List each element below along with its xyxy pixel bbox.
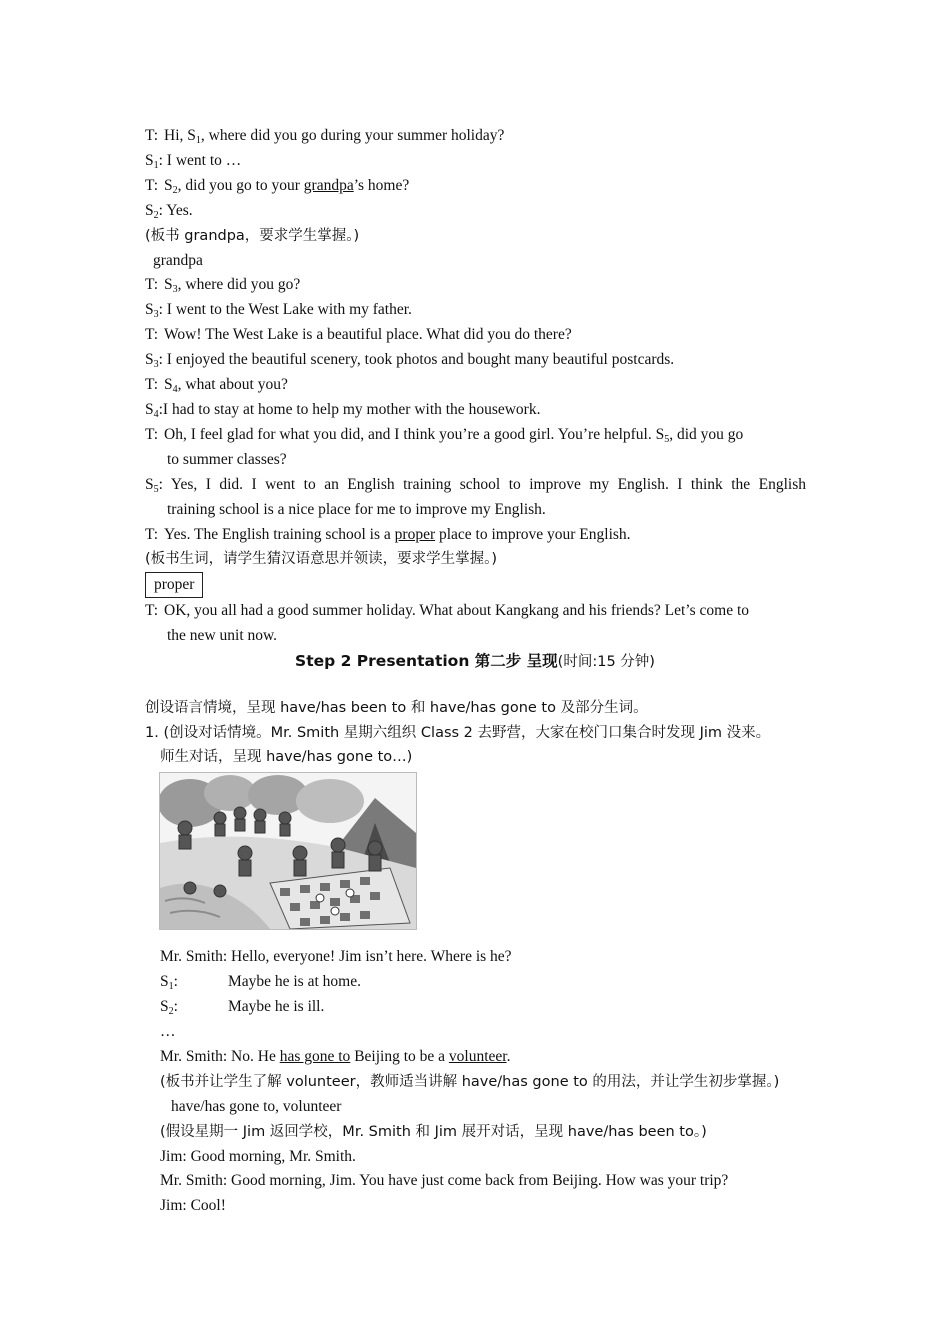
dialogue-line: T: OK, you all had a good summer holiday. What about Kangkang and his friends? Let’s come to bbox=[145, 602, 750, 619]
dialogue-line: T: Hi, $S_1$, where did you go during your summer holiday? bbox=[145, 127, 505, 146]
underlined-word: volunteer bbox=[448, 1048, 507, 1065]
dialogue-line: Jim: Cool! bbox=[160, 1197, 226, 1214]
dialogue-line: $S_4:I$ had to stay at home to help my mother with the housework. bbox=[145, 401, 541, 420]
dialogue-line: $S_5$: Yes, I did. I went to an English training school to improve my English. I think the English bbox=[145, 476, 806, 495]
picnic-scene-image bbox=[160, 773, 416, 929]
item-1: 1. (创设对话情境。Mr. Smith 星期六组织 Class 2 去野营，大家在校门口集合时发现 Jim 没来。 bbox=[145, 725, 771, 741]
item-1-continuation: 师生对话，呈现 have/has gone to…) bbox=[160, 749, 413, 765]
dialogue-line: $S_1$: I went to … bbox=[145, 152, 242, 171]
dialogue-line: T: $S_3$, where did you go? bbox=[145, 276, 301, 295]
dialogue-line: T: Wow! The West Lake is a beautiful place. What did you do there? bbox=[145, 326, 572, 343]
dialogue-line: $S_2$: Yes. bbox=[145, 202, 193, 221]
board-words: have/has gone to, volunteer bbox=[171, 1098, 342, 1115]
underlined-word: grandpa bbox=[303, 177, 354, 194]
ellipsis: … bbox=[160, 1023, 176, 1040]
dialogue-line: Mr. Smith: Good morning, Jim. You have just come back from Beijing. How was your trip? bbox=[160, 1172, 729, 1189]
dialogue-line: T: Yes. The English training school is a proper place to improve your English. bbox=[145, 526, 631, 543]
dialogue-line: $S_3$: I went to the West Lake with my father. bbox=[145, 301, 412, 320]
dialogue-line: Mr. Smith: Hello, everyone! Jim isn’t here. Where is he? bbox=[160, 948, 512, 965]
board-word-box bbox=[145, 572, 203, 598]
speaker: T: bbox=[145, 127, 159, 144]
section-intro: 创设语言情境，呈现 have/has been to 和 have/has gone to 及部分生词。 bbox=[145, 700, 648, 716]
camping-illustration bbox=[159, 772, 417, 930]
dialogue-line: Mr. Smith: No. He has gone to Beijing to be a volunteer. bbox=[160, 1048, 511, 1065]
dialogue-line: Jim: Good morning, Mr. Smith. bbox=[160, 1148, 356, 1165]
dialogue-line: $S_2$: Maybe he is ill. bbox=[160, 998, 325, 1017]
dialogue-line-continuation: to summer classes? bbox=[167, 451, 287, 468]
dialogue-line: $S_3$: I enjoyed the beautiful scenery, took photos and bought many beautiful postcards. bbox=[145, 351, 675, 370]
dialogue-line: T: $S_4$, what about you? bbox=[145, 376, 288, 395]
dialogue-line: $S_1$: Maybe he is at home. bbox=[160, 973, 361, 992]
board-word: grandpa bbox=[153, 252, 203, 269]
dialogue-line-continuation: training school is a nice place for me to improve my English. bbox=[167, 501, 546, 518]
underlined-word: proper bbox=[394, 526, 436, 543]
dialogue-line: T: Oh, I feel glad for what you did, and I think you’re a good girl. You’re helpful. $S_5$, did you go bbox=[145, 426, 744, 445]
teacher-note: (假设星期一 Jim 返回学校，Mr. Smith 和 Jim 展开对话，呈现 have/has been to。) bbox=[160, 1124, 707, 1140]
boxed-word: proper bbox=[145, 572, 203, 598]
underlined-phrase: has gone to bbox=[279, 1048, 351, 1065]
teacher-note: (板书并让学生了解 volunteer，教师适当讲解 have/has gone to 的用法，并让学生初步掌握。) bbox=[160, 1074, 780, 1090]
teacher-note: (板书 grandpa，要求学生掌握。) bbox=[145, 228, 360, 244]
teacher-note: (板书生词，请学生猜汉语意思并领读，要求学生掌握。) bbox=[145, 551, 498, 567]
dialogue-line: T: $S_2$, did you go to your grandpa’s home? bbox=[145, 177, 410, 196]
dialogue-line-continuation: the new unit now. bbox=[167, 627, 278, 644]
step-heading: Step 2 Presentation 第二步 呈现(时间:15 分钟) bbox=[295, 652, 655, 670]
